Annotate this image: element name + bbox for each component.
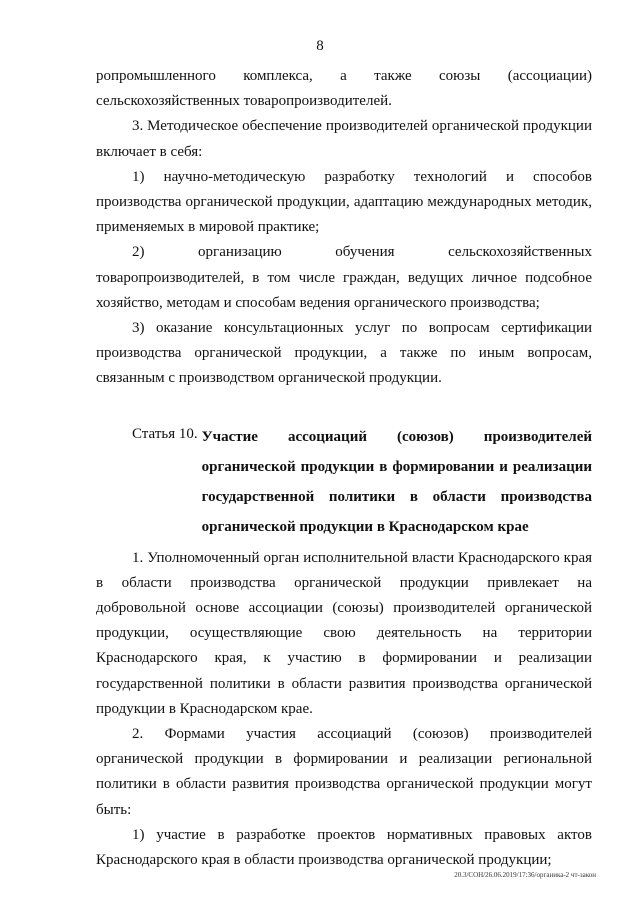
page-number: 8 xyxy=(316,38,324,54)
paragraph: 1. Уполномоченный орган исполнительной власти Краснодарского края в области производства органической продукции привлекает на добровольной основе ассоциации (союзы) производителей органической продукции, осуществляющие свою деятельность на территории Краснодарского края, к участию в формировании и реализации государственной политики в области развития производства органической продукции в Краснодарском крае. xyxy=(96,549,592,717)
paragraph: 2. Формами участия ассоциаций (союзов) производителей органической продукции в формировании и реализации региональной политики в области развития производства органической продукции могут быть: xyxy=(96,726,592,818)
footer-reference: 20.3/СОН/26.06.2019/17:36/органика-2 чт-закон xyxy=(454,871,596,879)
list-item: 1) научно-методическую разработку технологий и способов производства органической продукции, адаптацию международных методик, применяемых в мировой практике; xyxy=(96,168,592,236)
list-item: 2) организацию обучения сельскохозяйственных товаропроизводителей, в том числе граждан, ведущих личное подсобное хозяйство, методам и способам ведения органического производства; xyxy=(96,244,592,311)
list-item: 3) оказание консультационных услуг по вопросам сертификации производства органической продукции, а также по иным вопросам, связанным с производством органической продукции. xyxy=(96,320,592,387)
paragraph: 3. Методическое обеспечение производителей органической продукции включает в себя: xyxy=(96,118,592,160)
article-heading xyxy=(96,422,592,542)
article-label: Статья 10. xyxy=(132,425,198,442)
article-title: Участие ассоциаций (союзов) производителей органической продукции в формировании и реализации государственной политики в области производства органической продукции в Краснодарском крае xyxy=(201,428,592,535)
paragraph: ропромышленного комплекса, а также союзы (ассоциации) сельскохозяйственных товаропроизводителей. xyxy=(96,68,592,110)
list-item: 1) участие в разработке проектов нормативных правовых актов Краснодарского края в области производства органической продукции; xyxy=(96,826,592,869)
document-body xyxy=(96,64,592,873)
